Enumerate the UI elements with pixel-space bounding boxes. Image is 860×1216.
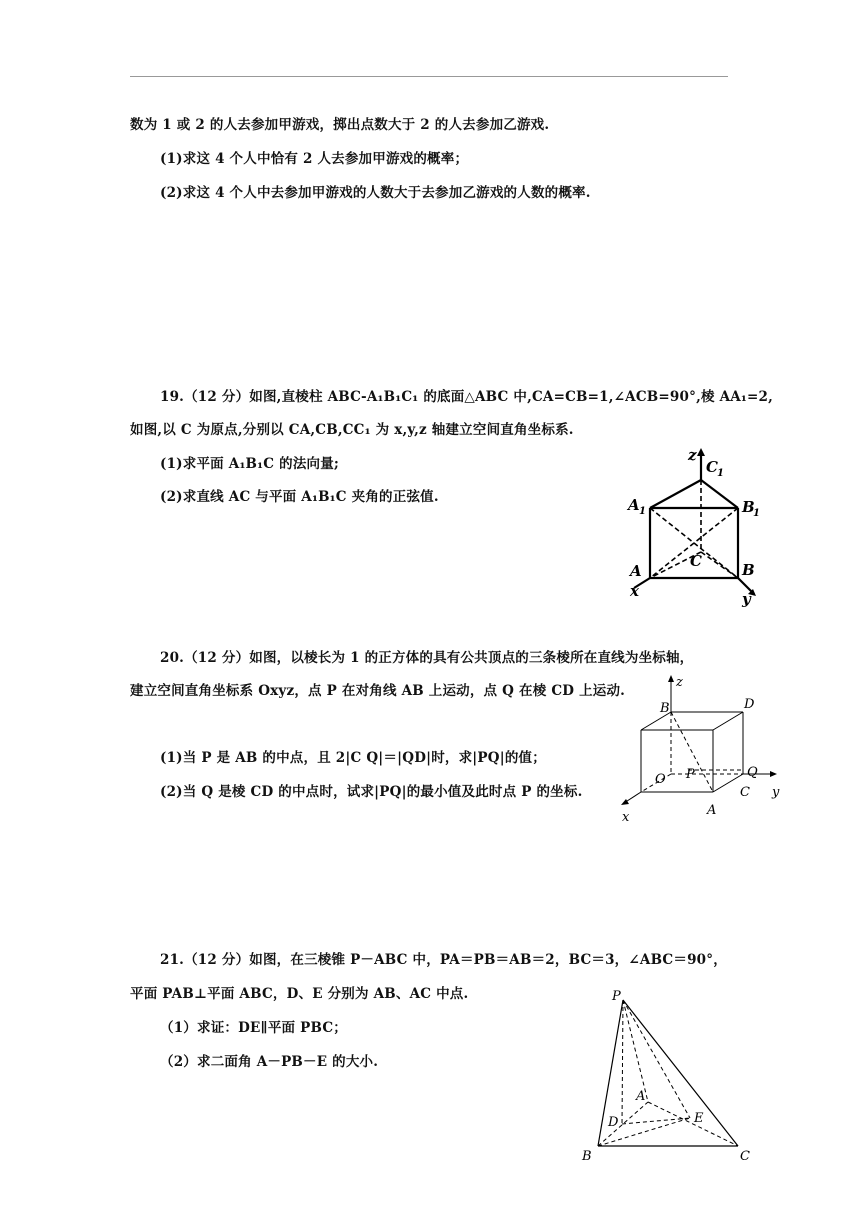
q20-line1: 20.（12 分）如图，以棱长为 1 的正方体的具有公共顶点的三条棱所在直线为坐标轴， — [160, 650, 694, 666]
q18-intro-line: 数为 1 或 2 的人去参加甲游戏，掷出点数大于 2 的人去参加乙游戏. — [130, 117, 550, 133]
q19-label-z: z — [688, 448, 697, 464]
q19-label-a1-sub: 1 — [639, 506, 646, 517]
q20-label-x: x — [622, 810, 630, 824]
q19-label-c: C — [690, 552, 702, 570]
q19-label-c1-sub: 1 — [717, 468, 724, 479]
q21-pyramid-figure — [578, 984, 758, 1166]
q19-label-b: B — [742, 561, 755, 579]
q20-label-o: O — [655, 772, 666, 787]
q19-label-y: y — [742, 590, 751, 608]
q20-label-a: A — [707, 803, 717, 818]
q21-label-p: P — [612, 989, 621, 1004]
q21-line2: 平面 PAB⊥平面 ABC，D、E 分别为 AB、AC 中点. — [130, 986, 469, 1002]
q20-label-q: Q — [747, 765, 758, 780]
q20-part2: (2)当 Q 是棱 CD 的中点时，试求|PQ|的最小值及此时点 P 的坐标. — [160, 784, 583, 800]
q21-label-e: E — [694, 1111, 704, 1126]
q19-prism-figure — [620, 448, 770, 608]
q21-label-b: B — [582, 1149, 592, 1164]
q19-label-b1: B — [742, 498, 755, 516]
q19-line2: 如图,以 C 为原点,分别以 CA,CB,CC₁ 为 x,y,z 轴建立空间直角坐标系. — [130, 422, 574, 438]
q21-label-d: D — [608, 1115, 619, 1130]
q19-label-b1-sub: 1 — [753, 508, 760, 519]
q19-label-c1: C — [706, 458, 718, 476]
q20-label-y: y — [772, 785, 780, 800]
q19-label-a1: A — [628, 496, 640, 514]
q20-label-z: z — [676, 675, 683, 690]
q20-label-b: B — [660, 701, 670, 716]
q21-label-a: A — [636, 1089, 646, 1104]
q20-label-d: D — [744, 697, 755, 712]
q19-line1: 19.（12 分）如图,直棱柱 ABC-A₁B₁C₁ 的底面△ABC 中,CA=CB=1,∠ACB=90°,棱 AA₁=2, — [160, 389, 774, 405]
q20-label-c: C — [740, 785, 750, 800]
q20-label-p: P — [686, 767, 695, 782]
q19-part1: (1)求平面 A₁B₁C 的法向量; — [160, 456, 340, 472]
q21-part1: （1）求证：DE∥平面 PBC； — [160, 1020, 347, 1036]
q20-cube-figure — [610, 672, 790, 824]
header-rule — [130, 76, 728, 77]
q21-label-c: C — [740, 1149, 750, 1164]
q18-part1: (1)求这 4 个人中恰有 2 人去参加甲游戏的概率； — [160, 151, 469, 167]
q20-part1: (1)当 P 是 AB 的中点，且 2|C Q|＝|QD|时，求|PQ|的值； — [160, 750, 546, 766]
q19-label-x: x — [630, 582, 639, 600]
q18-part2: (2)求这 4 个人中去参加甲游戏的人数大于去参加乙游戏的人数的概率. — [160, 185, 591, 201]
q21-part2: （2）求二面角 A－PB－E 的大小. — [160, 1054, 379, 1070]
q19-part2: (2)求直线 AC 与平面 A₁B₁C 夹角的正弦值. — [160, 489, 439, 505]
q21-line1: 21.（12 分）如图，在三棱锥 P－ABC 中，PA＝PB＝AB＝2，BC＝3，∠ABC＝90°， — [160, 952, 727, 968]
q20-line2: 建立空间直角坐标系 Oxyz，点 P 在对角线 AB 上运动，点 Q 在棱 CD 上运动. — [130, 683, 626, 699]
q19-label-a: A — [630, 562, 642, 580]
